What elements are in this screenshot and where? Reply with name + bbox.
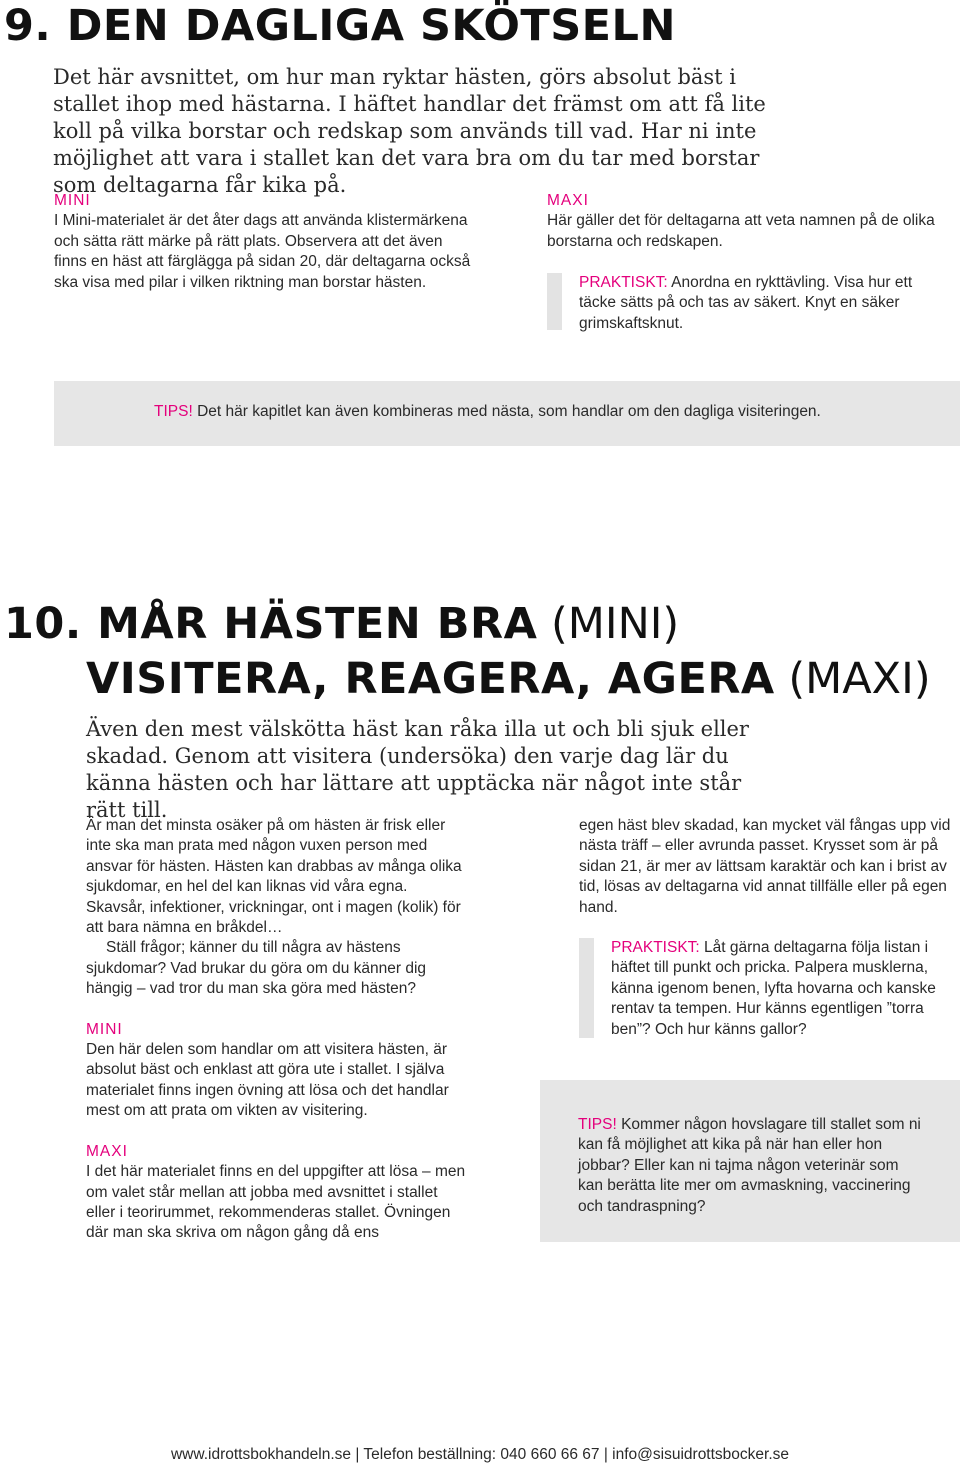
maxi-label: MAXI <box>547 192 589 209</box>
mini-text: I Mini-materialet är det åter dags att använda klistermärkena och sätta rätt märke på rätt plats. Observera att det även finns en häst att färglägga på sidan 20, där deltagarna också ska visa med pilar i vilken riktning man borstar hästen. <box>54 212 471 291</box>
section-10-subtitle-light: (MAXI) <box>774 654 931 704</box>
tips-label: TIPS! <box>154 403 193 420</box>
section-10-title-line-1 <box>4 598 679 650</box>
section-9-tips <box>154 402 934 422</box>
body-paragraph-2: Ställ frågor; känner du till några av hästens sjukdomar? Vad brukar du göra om du känner dig hängig – vad tror du man ska göra med hästen? <box>86 939 427 998</box>
tips-label: TIPS! <box>578 1116 617 1133</box>
section-10-title-line-2 <box>86 653 931 705</box>
praktiskt-side-bar <box>579 938 594 1038</box>
praktiskt-label: PRAKTISKT: <box>579 274 668 291</box>
footer-contact: www.idrottsbokhandeln.se | Telefon beställning: 040 660 66 67 | info@sisuidrottsbocker.se <box>170 1446 790 1463</box>
praktiskt-side-bar <box>547 273 562 330</box>
section-10-title-bold: 10. MÅR HÄSTEN BRA <box>4 599 538 649</box>
section-10-right-column-text <box>579 816 957 918</box>
section-10-praktiskt <box>611 938 951 1040</box>
section-10-subtitle-bold: VISITERA, REAGERA, AGERA <box>86 654 775 704</box>
mini-label: MINI <box>86 1020 123 1038</box>
mini-text: Den här delen som handlar om att visitera hästen, är absolut bäst och enklast att göra ute i stallet. I själva materialet finns ingen övning att lösa och det handlar mest om att prata om vikten av visitering. <box>86 1041 449 1120</box>
section-9-praktiskt <box>579 273 949 334</box>
right-column-paragraph: egen häst blev skadad, kan mycket väl fångas upp vid nästa träff – eller avrunda passet. Krysset som är på sidan 21, är mer av lättsam karaktär och kan i brist av tid, lösas av deltagarna vid annat tillfälle eller på egen hand. <box>579 817 951 916</box>
section-9-maxi-block <box>547 191 957 252</box>
section-10-left-column <box>86 816 471 1244</box>
praktiskt-text: Anordna en rykttävling. Visa hur ett täcke sätts på och tas av säkert. Knyt en säker grimskaftsknut. <box>579 274 913 332</box>
tips-text: Kommer någon hovslagare till stallet som ni kan få möjlighet att kika på när han eller hon jobbar? Eller kan ni tajma någon veterinär som kan berätta lite mer om avmaskning, vaccinering och tandraspning? <box>578 1116 921 1215</box>
mini-label: MINI <box>54 192 91 209</box>
section-10-intro: Även den mest välskötta häst kan råka illa ut och bli sjuk eller skadad. Genom att visitera (undersöka) den varje dag lär du känna hästen och har lättare att upptäcka när något inte står rätt till. <box>86 717 749 822</box>
maxi-label: MAXI <box>86 1142 128 1160</box>
section-10-tips <box>578 1115 923 1217</box>
section-9-mini-block <box>54 191 474 293</box>
praktiskt-text: Låt gärna deltagarna följa listan i häftet till punkt och pricka. Palpera musklerna, känna igenom benen, lyfta hovarna och kanske rentav ta tempen. Hur känns egentligen ”torra ben”? Och hur känns gallor? <box>611 939 936 1038</box>
section-9-title: 9. DEN DAGLIGA SKÖTSELN <box>4 1 676 51</box>
section-9-intro: Det här avsnittet, om hur man ryktar hästen, görs absolut bäst i stallet ihop med hästarna. I häftet handlar det främst om att få lite koll på vilka borstar och redskap som används till vad. Har ni inte möjlighet att vara i stallet kan det vara bra om du tar med borstar som deltagarna får kika på. <box>53 65 766 197</box>
maxi-text: I det här materialet finns en del uppgifter att lösa – men om valet står mellan att jobba med avsnittet i stallet eller i teorirummet, rekommenderas stallet. Övningen där man ska skriva om någon gång då ens <box>86 1163 466 1242</box>
section-10-title-light: (MINI) <box>537 599 680 649</box>
tips-text: Det här kapitlet kan även kombineras med nästa, som handlar om den dagliga visiteringen. <box>192 403 821 420</box>
body-paragraph-1: Är man det minsta osäker på om hästen är frisk eller inte ska man prata med någon vuxen person med ansvar för hästen. Hästen kan drabbas av många olika sjukdomar, en hel del kan liknas vid våra egna. Skavsår, infektioner, vrickningar, ont i magen (kolik) för att bara nämna en bråkdel… <box>86 817 462 937</box>
maxi-text: Här gäller det för deltagarna att veta namnen på de olika borstarna och redskapen. <box>547 212 935 250</box>
praktiskt-label: PRAKTISKT: <box>611 939 700 956</box>
